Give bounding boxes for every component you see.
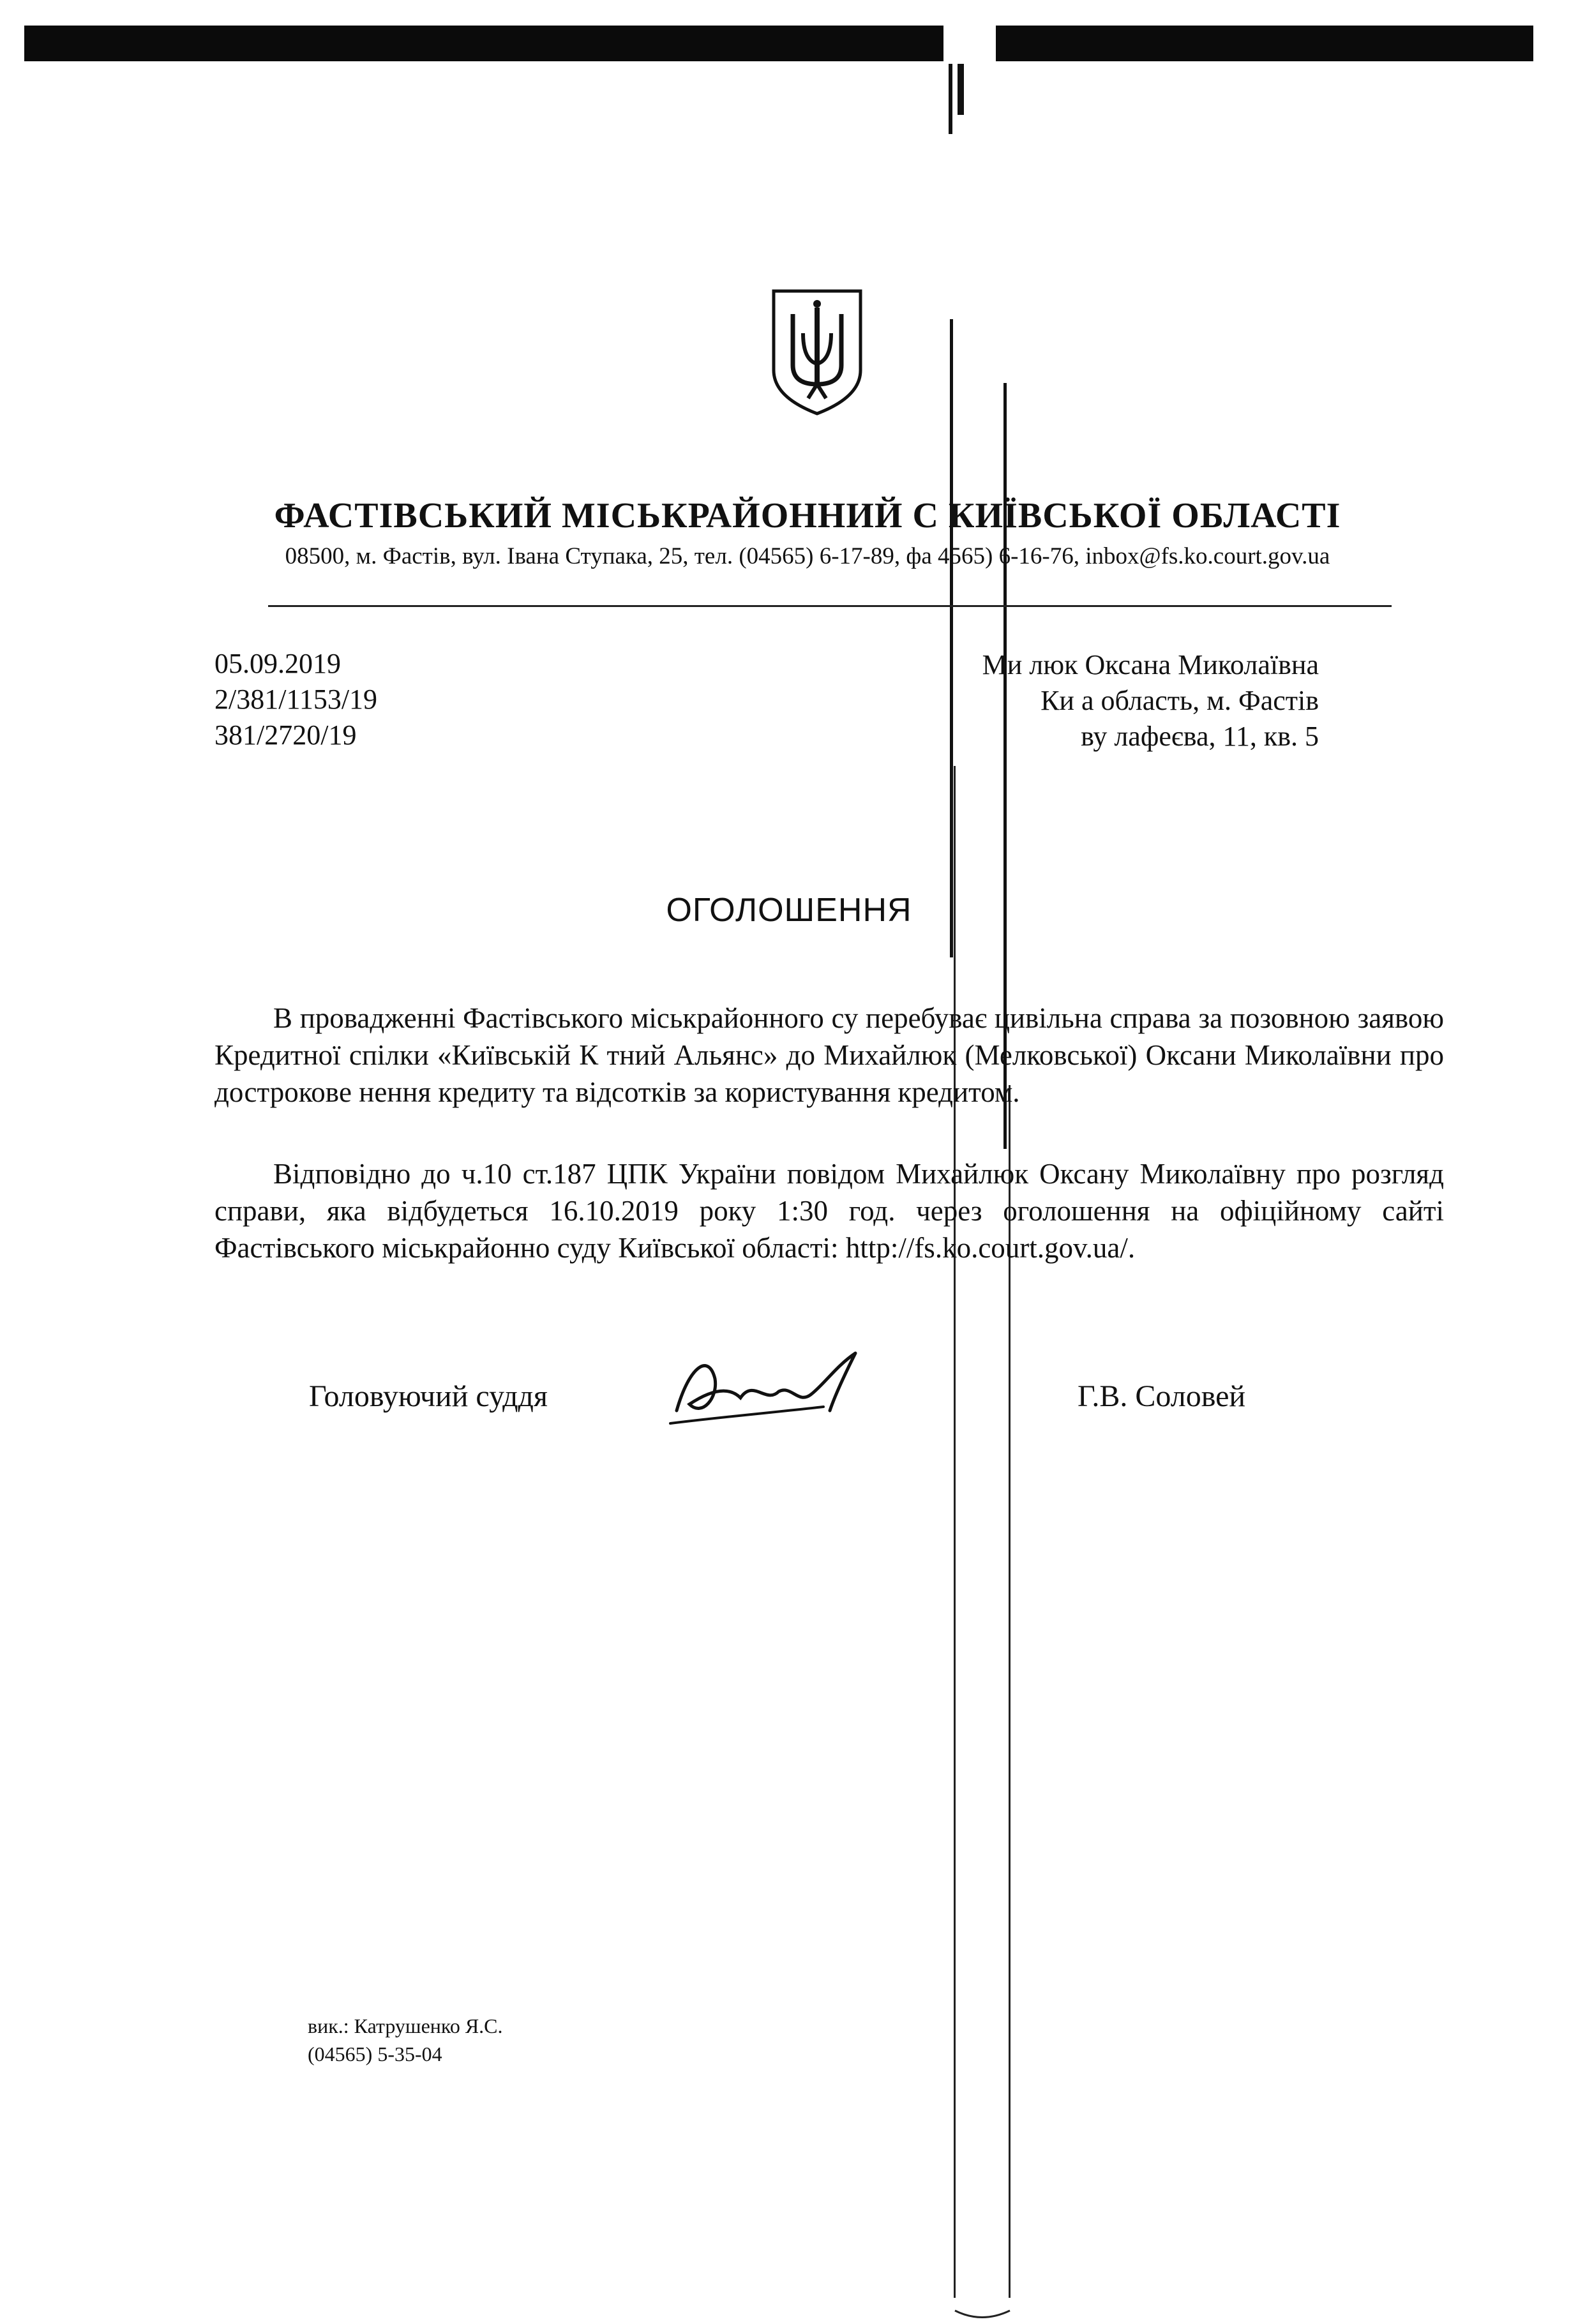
judge-name: Г.В. Соловей [1078, 1379, 1246, 1413]
body-paragraph-2: Відповідно до ч.10 ст.187 ЦПК України повідом Михайлюк Оксану Миколаївну про розгляд справи, яка відбудеться 16.10.2019 року 1:30 год. через оголошення на офіційному сайті Фастівського міськрайонно суду Київської області: http://fs.ko.court.gov.ua/. [214, 1158, 1444, 1264]
trident-coat-of-arms-icon [770, 289, 864, 416]
document-date: 05.09.2019 [214, 648, 341, 679]
executor-phone: (04565) 5-35-04 [308, 2043, 442, 2065]
handwritten-signature [664, 1340, 868, 1436]
proceeding-number: 381/2720/19 [214, 719, 357, 751]
scan-bar-right [996, 26, 1533, 61]
scan-bar-left [24, 26, 943, 61]
case-number: 2/381/1153/19 [214, 684, 378, 715]
document-heading: ОГОЛОШЕННЯ [666, 892, 912, 929]
signature-role: Головуючий суддя [309, 1379, 548, 1413]
recipient-region: Ки а область, м. Фастів [1041, 685, 1319, 716]
document-dates-numbers [214, 646, 377, 753]
court-name: ФАСТІВСЬКИЙ МІСЬКРАЙОННИЙ С КИЇВСЬКОЇ ОБЛАСТІ [274, 496, 1341, 536]
recipient-name: Ми люк Оксана Миколаївна [982, 649, 1319, 680]
recipient-block [891, 647, 1319, 754]
executor-name: вик.: Катрушенко Я.С. [308, 2014, 503, 2037]
executor-footer [308, 2012, 503, 2068]
header-divider [268, 605, 1392, 607]
recipient-street: ву лафеєва, 11, кв. 5 [1081, 721, 1319, 752]
court-address: 08500, м. Фастів, вул. Івана Ступака, 25, тел. (04565) 6-17-89, фа 4565) 6-16-76, inbox@fs.ko.court.gov.ua [285, 543, 1330, 569]
body-paragraph-1: В провадженні Фастівського міськрайонного су перебуває цивільна справа за позовною заявою Кредитної спілки «Київській К тний Альянс» до Михайлюк (Мелковської) Оксани Миколаївни про достроковe нення кредиту та відсотків за користування кредитом. [214, 1002, 1444, 1108]
